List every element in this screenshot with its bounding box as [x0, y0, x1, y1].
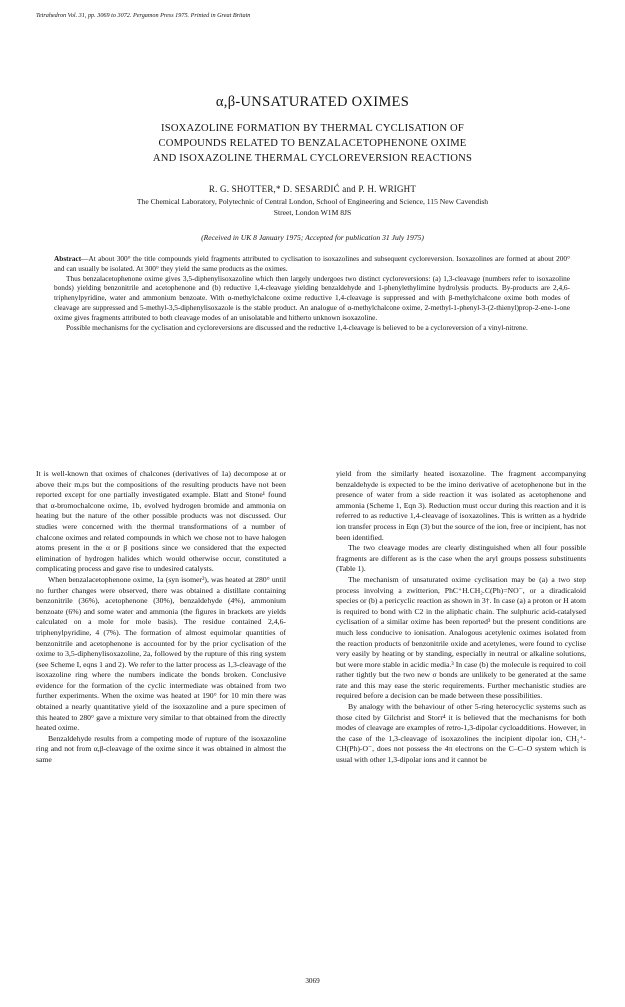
body-paragraph: It is well-known that oximes of chalcones (derivatives of 1a) decompose at or above their m.ps but the compositions of the resulting products have not been reported except for one partially investigated example. Blatt and Stone¹ found that α-bromochalcone oxime, 1b, evolved hydrogen bromide and ammonia on heating but the nature of the other possible products was not discussed. Our studies were concerned with the thermal transformations of a number of chalcone oximes and related compounds in which we chose not to have halogen atoms present in the α or β positions since we considered that the expected elimination of hydrogen halides which would otherwise occur, constituted a complicating process and gave rise to undesired catalysts.: [36, 469, 286, 574]
body-paragraph: The mechanism of unsaturated oxime cyclisation may be (a) a two step process involving a zwitterion, PhC⁺H.CH₂.C(Ph)=NO⁻, or a diradicaloid species or (b) a pericyclic reaction as shown in 3†. In case (a) a proton or H atom is required to bond with C2 in the aliphatic chain. The sulphuric acid-catalysed cyclisation of a similar oxime has been reported³ but the present conditions are much less conducive to ionisation. Analogous acetylenic oximes isolated from the reaction products of benzonitrile oxide and acetylenes, were found to cyclise very easily by heating or by standing, especially in neutral or alkaline solutions, but were more stable in acidic media.³ In case (b) the molecule is required to coil rather tightly but the two new σ bonds are unlikely to be generated at the same rate and this may ease the steric requirements. Further mechanistic studies are required before a decision can be made between these possibilities.: [336, 574, 586, 701]
body-column-left: [36, 469, 286, 766]
abstract-paragraph: [54, 254, 570, 274]
subtitle-line: AND ISOXAZOLINE THERMAL CYCLOREVERSION REACTIONS: [152, 153, 473, 164]
received-dates: (Received in UK 8 January 1975; Accepted for publication 31 July 1975): [201, 233, 424, 242]
subtitle-line: COMPOUNDS RELATED TO BENZALACETOPHENONE OXIME: [158, 138, 467, 149]
article-title: α,β-UNSATURATED OXIMES: [215, 94, 410, 110]
page-number: 3069: [305, 977, 320, 985]
affiliation: [80, 197, 545, 218]
body-paragraph: Benzaldehyde results from a competing mode of rupture of the isoxazoline ring and not from α,β-cleavage of the oxime since it was obtained in almost the same: [36, 733, 286, 765]
body-paragraph: yield from the similarly heated isoxazoline. The fragment accompanying benzaldehyde is expected to be the imino derivative of acetophenone but in the presence of water from a side reaction it was isolated as acetophenone and ammonia (Scheme 1, Eqn 3). Reduction must occur during this reaction and it is referred to as reductive 1,4-cleavage of isoxazolines. This is written as a hydride ion transfer process in Eqn (3) but the source of the ion, free or incipient, has not been identified.: [336, 469, 586, 542]
abstract-text: —At about 300° the title compounds yield fragments attributed to cyclisation to isoxazolines and subsequent cycloreversion. Isoxazolines are formed at about 200° and can usually be isolated. At 300° they yield the same products as the oximes.: [54, 254, 570, 273]
body-paragraph: By analogy with the behaviour of other 5-ring heterocyclic systems such as those cited by Gilchrist and Storr⁴ it is believed that the mechanisms for both modes of cleavage are examples of retro-1,3-dipolar cycloadditions. However, in the case of the 1,3-cleavage of isoxazolines the incipient dipolar ion, CH₂⁺-CH(Ph)-O⁻, does not possess the 4π electrons on the C–C–O system which is usual with other 1,3-dipolar ions and it cannot be: [336, 702, 586, 765]
abstract-paragraph: Possible mechanisms for the cyclisation and cycloreversions are discussed and the reductive 1,4-cleavage is believed to be a cycloreversion of a vinyl-nitrene.: [66, 322, 528, 332]
affiliation-line: Street, London W1M 8JS: [273, 207, 352, 217]
abstract: [54, 254, 570, 332]
abstract-paragraph: Thus benzalacetophenone oxime gives 3,5-diphenylisoxazoline which then largely undergoes two distinct cycloreversions: (a) 1,3-cleavage (numbers refer to isoxazoline bonds) yielding benzonitrile and acetophenone and (b) reductive 1,4-cleavage yielding benzaldehyde and 1-phenylethylimine hydrolysis products. By-products are 2,4,6-triphenylpyridine, water and ammonium benzoate. With α-methylchalcone oxime reductive 1,4-cleavage is suppressed and with β-methylchalcone oxime both modes of cleavage are suppressed and 5-methyl-3,5-diphenylisoxazole is the stable product. An analogue of α-methylchalcone oxime, 2-methyl-1-phenyl-3-(2-thienyl)prop-2-ene-1-one oxime gives fragments attributed to both cleavage modes of an unisolatable and hitherto unknown isoxazoline.: [54, 273, 570, 322]
author-list: R. G. SHOTTER,* D. SESARDIĆ and P. H. WRIGHT: [208, 184, 417, 194]
abstract-lead: Abstract: [54, 254, 82, 263]
body-paragraph: The two cleavage modes are clearly distinguished when all four possible fragments are different as is the case when the aryl groups possess substituents (Table 1).: [336, 543, 586, 574]
body-column-right: [336, 469, 586, 766]
journal-citation: Tetrahedron Vol. 31, pp. 3069 to 3072. Pergamon Press 1975. Printed in Great Britain: [36, 12, 251, 19]
body-paragraph: When benzalacetophenone oxime, 1a (syn isomer²), was heated at 280° until no further changes were observed, there was obtained a distillate containing benzonitrile (36%), acetophenone (30%), benzaldehyde (4%), ammonium benzoate (6%) and some water and ammonia (the figures in brackets are yields calculated on a mole for mole basis). The residue contained 2,4,6-triphenylpyridine, 4 (7%). The formation of almost equimolar quantities of benzonitrile and acetophenone is accounted for by the prior cyclisation of the oxime to 3,5-diphenylisoxazoline, 2a, followed by the rupture of this ring system (see Scheme I, eqns 1 and 2). We refer to the latter process as 1,3-cleavage of the isoxazoline ring where the numbers indicate the bonds broken. Conclusive evidence for the formation of the cyclic intermediate was obtained from two further experiments. When the oxime was heated at 190° for 10 min there was obtained a nearly quantitative yield of the isoxazoline and a pure specimen of this heated to 280° gave a mixture very similar to that obtained from the directly heated oxime.: [36, 574, 286, 733]
subtitle-line: ISOXAZOLINE FORMATION BY THERMAL CYCLISATION OF: [161, 123, 464, 134]
article-subtitle: [60, 121, 565, 166]
affiliation-line: The Chemical Laboratory, Polytechnic of Central London, School of Engineering and Science, 115 New Cavendish: [136, 197, 489, 206]
